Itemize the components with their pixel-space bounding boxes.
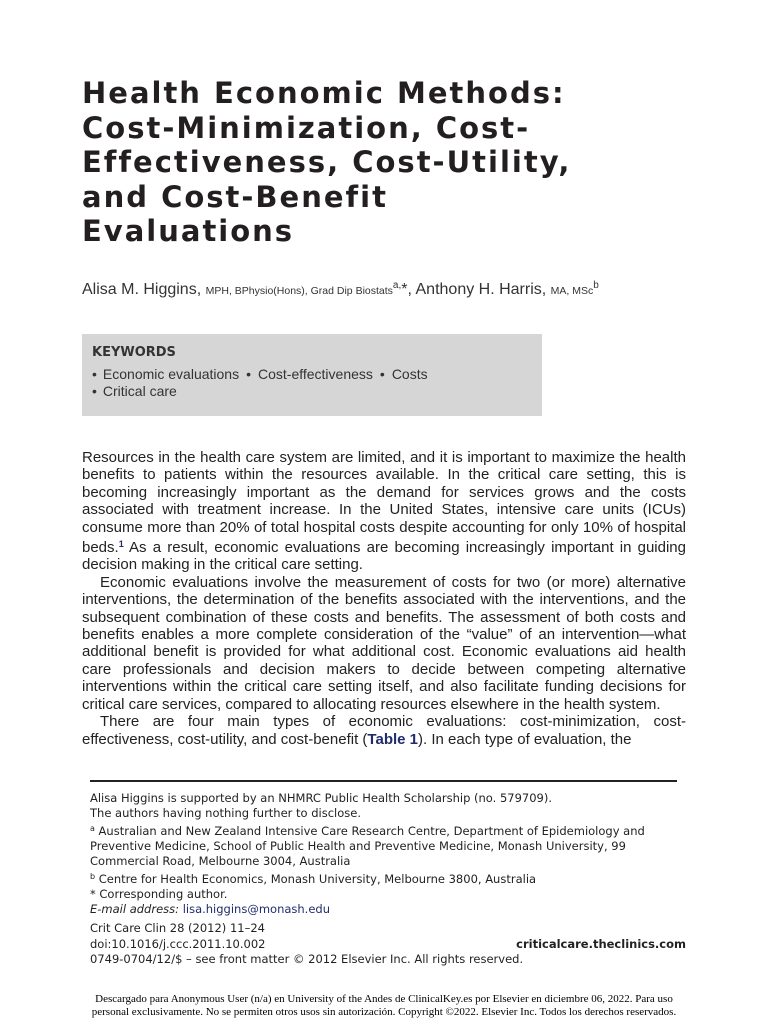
download-notice-line: Descargado para Anonymous User (n/a) en University of the Andes de ClinicalKey.es por Elsevier en diciembre 06, 2022. Para uso: [95, 993, 673, 1005]
keywords-line: [92, 383, 177, 399]
affiliation-a-cont: Preventive Medicine, School of Public Health and Preventive Medicine, Monash University, 99: [90, 839, 626, 853]
author-1-name: Alisa M. Higgins,: [82, 281, 202, 298]
email-label: E-mail address:: [90, 902, 180, 916]
affiliation-text: Australian and New Zealand Intensive Care Research Centre, Department of Epidemiology and: [94, 824, 645, 838]
bullet-icon: •: [92, 383, 97, 399]
keywords-box: [82, 334, 542, 416]
doi: doi:10.1016/j.ccc.2011.10.002: [90, 936, 266, 951]
article-body: [82, 449, 686, 748]
author-2-name: Anthony H. Harris,: [415, 281, 547, 298]
title-line: Health Economic Methods:: [82, 76, 566, 110]
paragraph-text: As a result, economic evaluations are becoming increasingly important in guiding decision making in the critical care setting.: [82, 539, 686, 574]
journal-citation: Crit Care Clin 28 (2012) 11–24: [90, 921, 265, 935]
paragraph-text: Resources in the health care system are limited, and it is important to maximize the health benefits to patients within the resources available. In the critical care setting, this is becoming increasingly important as the demand for services grows and the costs associated with treatment increase. In the United States, intensive care units (ICUs) consume more than 20% of total hospital costs despite accounting for only 10% of hospital beds.: [82, 449, 686, 557]
journal-url-link[interactable]: criticalcare.theclinics.com: [516, 937, 686, 951]
affiliation-a-cont: Commercial Road, Melbourne 3004, Australia: [90, 854, 351, 868]
corresponding-mark: *,: [401, 281, 412, 298]
keyword-item: Economic evaluations: [102, 366, 240, 382]
title-line: Cost-Minimization, Cost-: [82, 110, 531, 145]
affiliation-b-mark: b: [90, 872, 96, 881]
bullet-icon: •: [246, 366, 251, 382]
affiliation-a: [90, 821, 690, 839]
bullet-icon: •: [92, 366, 97, 382]
paragraph-2: Economic evaluations involve the measurement of costs for two (or more) alternative interventions, the determination of the benefits associated with the interventions, and the subsequent combination of these costs and benefits. The assessment of both costs and benefits enables a more complete consideration of the “value” of an intervention—what additional benefit is provided for what additional cost. Economic evaluations aid health care professionals and decision makers to decide between competing alternative interventions within the critical care setting itself, and also facilitate funding decisions for critical care services, compared to allocating resources elsewhere in the health system.: [82, 573, 686, 713]
keywords-heading: KEYWORDS: [92, 345, 176, 360]
download-notice: [0, 993, 768, 1019]
email-link[interactable]: lisa.higgins@monash.edu: [182, 902, 331, 916]
article-title: [82, 76, 642, 249]
affiliation-text: Centre for Health Economics, Monash University, Melbourne 3800, Australia: [95, 872, 537, 886]
keywords-line: [92, 366, 428, 382]
title-line: Evaluations: [82, 214, 295, 248]
keyword-item: Critical care: [102, 383, 177, 399]
affiliation-b: [90, 869, 690, 887]
title-line: Effectiveness, Cost-Utility,: [82, 145, 572, 179]
bullet-icon: •: [379, 366, 385, 382]
funding-note: Alisa Higgins is supported by an NHMRC Public Health Scholarship (no. 579709).: [90, 791, 552, 805]
author-1-affiliation-mark: a,: [392, 280, 402, 291]
title-line: and Cost-Benefit: [82, 179, 388, 214]
keyword-item: Cost-effectiveness: [258, 366, 373, 382]
author-1-credentials: MPH, BPhysio(Hons), Grad Dip Biostats: [205, 285, 393, 297]
keyword-item: Costs: [391, 366, 428, 382]
footnotes: [90, 791, 690, 917]
paragraph-text: ). In each type of evaluation, the: [418, 730, 632, 748]
footnote-divider: [90, 780, 677, 782]
download-notice-line: personal exclusivamente. No se permiten otros usos sin autorización. Copyright ©2022. Elsevier Inc. Todos los derechos reservados.: [91, 1006, 677, 1018]
disclosure-note: The authors having nothing further to disclose.: [90, 806, 362, 820]
author-2-affiliation-mark: b: [593, 280, 599, 291]
author-2-credentials: MA, MSc: [550, 285, 594, 297]
paragraph-1: [82, 449, 686, 574]
table-1-link[interactable]: Table 1: [367, 730, 418, 748]
issn-copyright: 0749-0704/12/$ – see front matter © 2012 Elsevier Inc. All rights reserved.: [90, 952, 524, 966]
affiliation-a-mark: a: [90, 824, 95, 833]
author-line: [82, 280, 702, 299]
paragraph-3: [82, 713, 686, 748]
reference-link-1[interactable]: 1: [118, 539, 124, 550]
email-line: [90, 902, 690, 917]
corresponding-author-note: * Corresponding author.: [90, 887, 228, 901]
paragraph-text: There are four main types of economic evaluations: cost-minimization, cost-effectiveness, cost-utility, and cost-benefit (: [82, 713, 686, 748]
